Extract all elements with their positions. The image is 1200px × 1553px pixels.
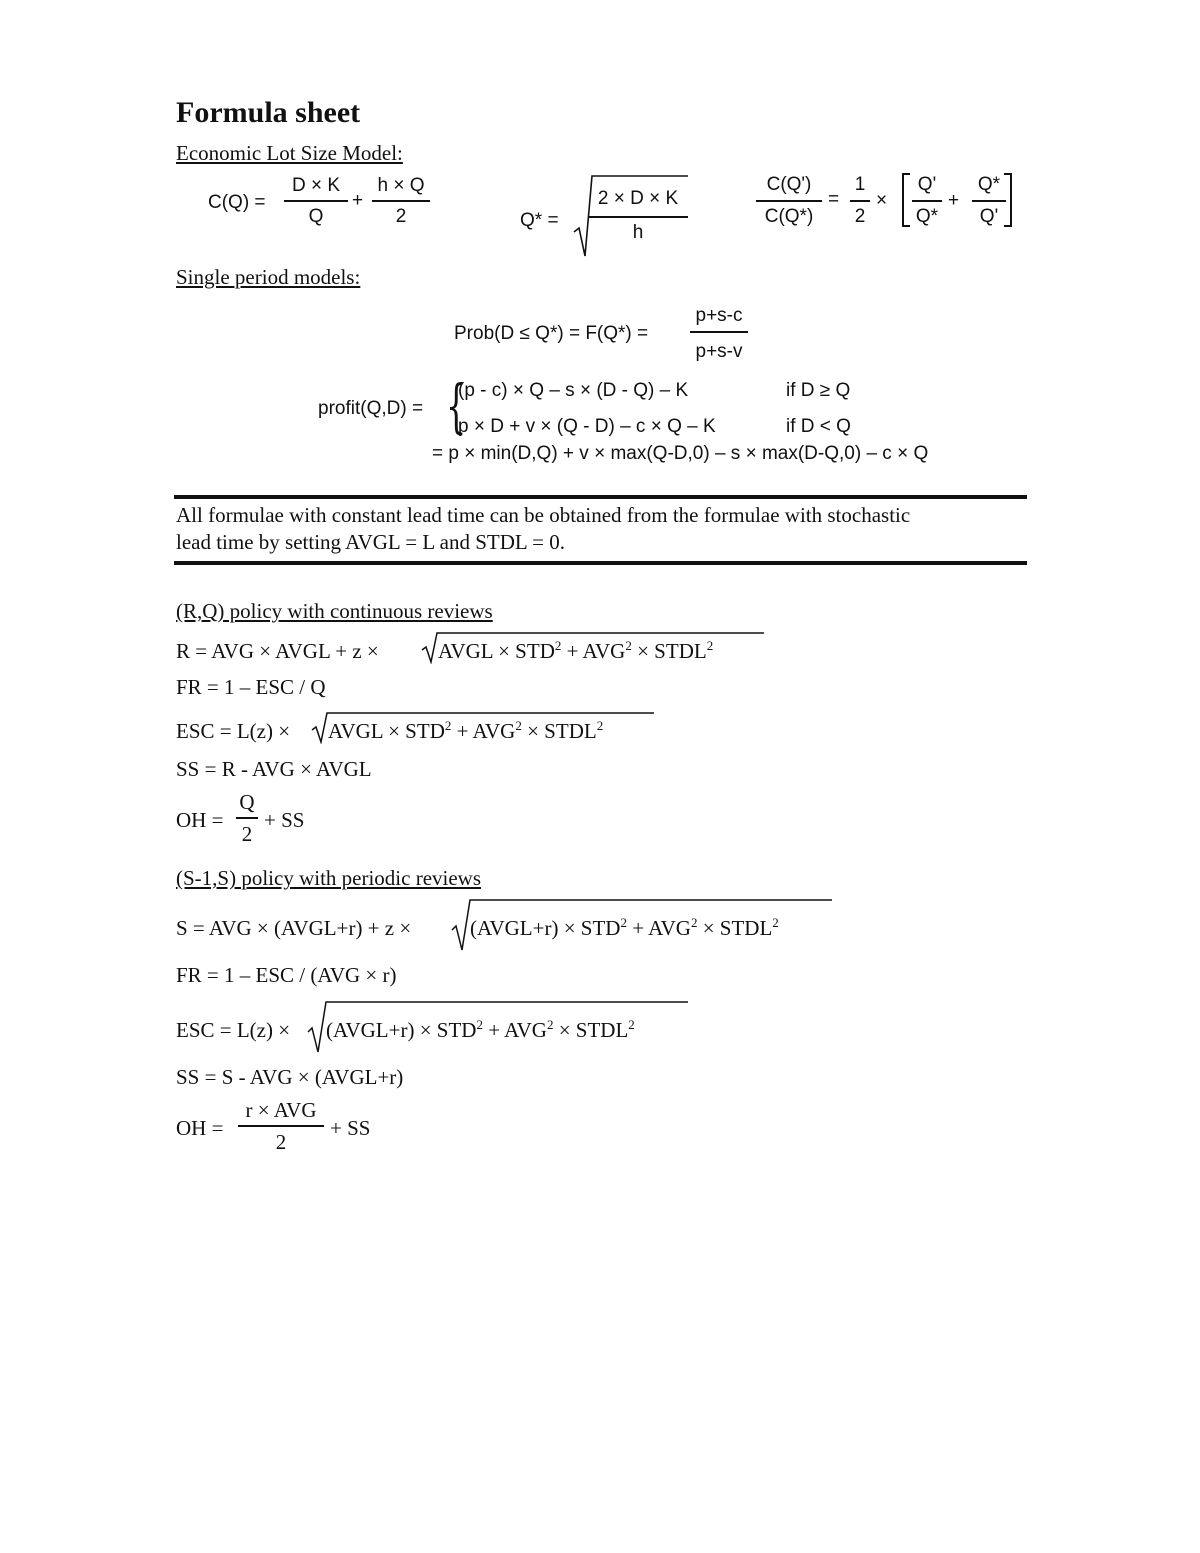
divider	[174, 495, 1027, 499]
fraction-bar	[236, 817, 258, 819]
prob-num: p+s-c	[695, 305, 743, 326]
oh-lhs: OH =	[176, 808, 224, 832]
qstar-num: 2 × D × K	[597, 188, 679, 209]
oh-num: Q	[239, 790, 255, 814]
prob-den: p+s-v	[695, 341, 743, 362]
case1-expr: (p - c) × Q – s × (D - Q) – K	[458, 380, 689, 401]
oh-rhs: + SS	[330, 1116, 371, 1140]
rq-fill-rate: FR = 1 – ESC / Q	[176, 675, 326, 699]
s-radicand: (AVGL+r) × $STD^2 + AVG^2$ × $STDL^2$	[470, 915, 779, 940]
cq-lhs: C(Q) =	[208, 192, 266, 213]
esc-lhs: ESC = L(z) ×	[176, 719, 291, 743]
note-line-1: All formulae with constant lead time can be obtained from the formulae with stochastic	[176, 503, 911, 527]
fraction-bar	[972, 200, 1006, 202]
case1-condition: if D ≥ Q	[786, 380, 851, 401]
cq-num2: h × Q	[377, 175, 425, 196]
times-sign: ×	[876, 190, 888, 211]
qstar-lhs: Q* =	[520, 210, 559, 231]
fraction-bar	[756, 200, 822, 202]
fraction-bar	[588, 216, 688, 218]
fraction-bar	[850, 200, 870, 202]
rq-safety-stock: SS = R - AVG × AVGL	[176, 757, 372, 781]
oh-num: r × AVG	[245, 1098, 317, 1122]
rq-heading: (R,Q) policy with continuous reviews	[176, 599, 493, 623]
cq-den2: 2	[395, 206, 407, 227]
cq-den1: Q	[308, 206, 324, 227]
case2-condition: if D < Q	[786, 416, 851, 437]
s1s-fill-rate: FR = 1 – ESC / (AVG × r)	[176, 963, 397, 987]
frac2-num: Q*	[977, 174, 1001, 195]
prob-lhs: Prob(D ≤ Q*) = F(Q*) =	[454, 323, 649, 344]
esc-lhs: ESC = L(z) ×	[176, 1018, 291, 1042]
half-num: 1	[854, 174, 866, 195]
oh-den: 2	[275, 1130, 287, 1154]
fraction-bar	[238, 1125, 324, 1127]
frac2-den: Q'	[979, 206, 999, 227]
esc-radicand: (AVGL+r) × $STD^2 + AVG^2$ × $STDL^2$	[326, 1017, 635, 1042]
r-radicand: AVGL × $STD^2 + AVG^2$ × $STDL^2$	[438, 638, 714, 663]
fraction-bar	[690, 331, 748, 333]
equals-sign: =	[828, 189, 840, 210]
oh-rhs: + SS	[264, 808, 305, 832]
oh-den: 2	[241, 822, 253, 846]
s1s-safety-stock: SS = S - AVG × (AVGL+r)	[176, 1065, 404, 1089]
plus-sign: +	[352, 190, 364, 211]
page-title: Formula sheet	[176, 96, 361, 129]
s-lhs: S = AVG × (AVGL+r) + z ×	[176, 916, 412, 940]
case2-expr: p × D + v × (Q - D) – c × Q – K	[458, 416, 716, 437]
ratio-den: C(Q*)	[764, 206, 814, 227]
divider	[174, 561, 1027, 565]
profit-alt: = p × min(D,Q) + v × max(Q-D,0) – s × max(D-Q,0) – c × Q	[432, 443, 929, 464]
eoq-heading: Economic Lot Size Model:	[176, 141, 403, 165]
half-den: 2	[854, 206, 866, 227]
fraction-bar	[372, 200, 430, 202]
esc-radicand: AVGL × $STD^2 + AVG^2$ × $STDL^2$	[328, 718, 604, 743]
oh-lhs: OH =	[176, 1116, 224, 1140]
frac1-den: Q*	[915, 206, 939, 227]
ratio-num: C(Q')	[766, 174, 812, 195]
qstar-den: h	[632, 222, 644, 243]
plus-sign: +	[948, 190, 960, 211]
frac1-num: Q'	[917, 174, 937, 195]
single-period-heading: Single period models:	[176, 265, 361, 289]
profit-lhs: profit(Q,D) =	[318, 398, 424, 419]
fraction-bar	[912, 200, 942, 202]
cq-num1: D × K	[291, 175, 341, 196]
fraction-bar	[284, 200, 348, 202]
brace-icon: {	[446, 372, 467, 440]
s1s-heading: (S-1,S) policy with periodic reviews	[176, 866, 482, 890]
r-lhs: R = AVG × AVGL + z ×	[176, 639, 379, 663]
note-line-2: lead time by setting AVGL = L and STDL = 0.	[176, 530, 566, 554]
